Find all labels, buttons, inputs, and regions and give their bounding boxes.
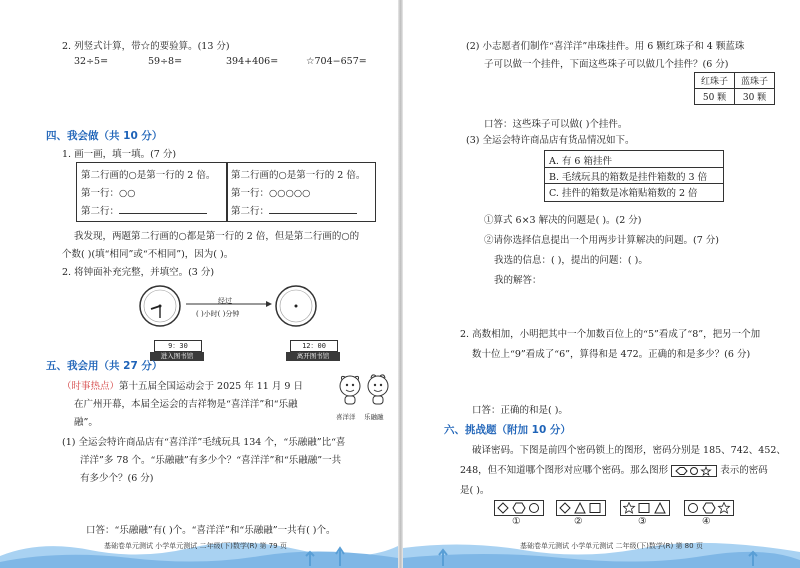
draw-box-right <box>226 162 376 222</box>
calc-item-4: ☆704−657= <box>306 56 367 67</box>
r-q2-answer: 口答：这些珠子可以做( )个挂件。 <box>484 119 628 130</box>
lock-1-icon <box>497 502 541 514</box>
box-left-row2: 第二行： <box>81 203 207 217</box>
lock-2-shapes <box>556 500 606 516</box>
lock-4-shapes <box>684 500 734 516</box>
box-left-title: 第二行画的○是第一行的 2 倍。 <box>81 170 216 181</box>
lock-4-label: ④ <box>702 516 711 527</box>
lock-2-icon <box>559 502 603 514</box>
r-q3-2-b: 我的解答： <box>494 275 542 286</box>
s4-q1-text2: 个数( )(填“相同”或“不相同”)，因为( )。 <box>62 249 234 260</box>
footer-right: 基础卷单元测试 小学单元测试 二年级(下)数学(R) 第 80 页 <box>520 542 703 550</box>
s5-q1-line1: (1) 全运会特许商品店有“喜洋洋”毛绒玩具 134 个，“乐融融”比“喜 <box>62 437 346 448</box>
lock-2-label: ② <box>574 516 583 527</box>
info-a: A. 有 6 箱挂件 <box>549 156 612 167</box>
mascot1-label: 喜洋洋 <box>336 413 356 421</box>
info-box <box>544 150 724 202</box>
bead-value-red: 50 颗 <box>695 89 735 105</box>
bead-table <box>694 72 775 105</box>
mascot2-label: 乐融融 <box>364 413 384 421</box>
box-right-title: 第二行画的○是第一行的 2 倍。 <box>231 170 366 181</box>
query-shapes-icon <box>671 465 717 477</box>
s5-intro3: 融”。 <box>74 417 98 428</box>
r-q2-line2: 子可以做一个挂件，下面这些珠子可以做几个挂件？(6 分) <box>484 59 729 70</box>
lock-3-icon <box>623 502 667 514</box>
s6-line3: 是( )。 <box>460 485 490 496</box>
page-gutter <box>398 0 403 568</box>
clock-1 <box>140 286 180 326</box>
info-b: B. 毛绒玩具的箱数是挂件箱数的 3 倍 <box>549 172 708 183</box>
section-6-heading: 六、挑战题（附加 10 分） <box>444 424 571 436</box>
s4-q1: 1. 画一画，填一填。(7 分) <box>62 149 177 160</box>
box-right-row2: 第二行： <box>231 203 357 217</box>
s5-intro2: 在广州开幕，本届全运会的吉祥物是“喜洋洋”和“乐融 <box>74 399 298 410</box>
clock1-label: 进入图书馆 <box>150 352 204 361</box>
clock-2 <box>276 286 316 326</box>
clock1-time: 9：30 <box>154 340 202 352</box>
s4-q1-text1: 我发现，两题第二行画的○都是第一行的 2 倍，但是第二行画的○的 <box>74 231 360 242</box>
r-qlast-line2: 数十位上“9”看成了“6”，算得和是 472。正确的和是多少？(6 分) <box>472 349 751 360</box>
s5-intro1: （时事热点）第十五届全国运动会于 2025 年 11 月 9 日 <box>62 381 303 392</box>
section-4-heading: 四、我会做（共 10 分） <box>46 130 163 142</box>
calc-item-2: 59÷8= <box>148 56 183 67</box>
lock-3-label: ③ <box>638 516 647 527</box>
s5-answer: 口答：“乐融融”有( )个。“喜洋洋”和“乐融融”一共有( )个。 <box>86 525 336 536</box>
box-left-row1: 第一行：○○ <box>81 188 136 199</box>
r-q3: (3) 全运会特许商品店有货品情况如下。 <box>466 135 635 146</box>
bead-header-red: 红珠子 <box>695 73 735 89</box>
draw-box-left <box>76 162 228 222</box>
box-right-row1: 第一行：○○○○○ <box>231 188 311 199</box>
clock2-label: 离开图书馆 <box>286 352 340 361</box>
bead-value-blue: 30 颗 <box>735 89 775 105</box>
arrow-head-icon <box>266 301 272 307</box>
r-q3-2: ②请你选择信息提出一个用两步计算解决的问题。(7 分) <box>484 235 719 246</box>
mascot-images <box>336 372 392 412</box>
mascot-goat-icon <box>368 375 388 404</box>
r-qlast-answer: 口答：正确的和是( )。 <box>472 405 568 416</box>
info-c: C. 挂件的箱数是冰箱贴箱数的 2 倍 <box>549 188 698 199</box>
lock-1-label: ① <box>512 516 521 527</box>
s5-q1-line3: 有多少个？(6 分) <box>80 473 154 484</box>
section-5-heading: 五、我会用（共 27 分） <box>46 360 163 372</box>
lock-1-shapes <box>494 500 544 516</box>
r-q3-1: ①算式 6×3 解决的问题是( )。(2 分) <box>484 215 642 226</box>
lock-3-shapes <box>620 500 670 516</box>
clock2-time: 12：00 <box>290 340 338 352</box>
footer-left: 基础卷单元测试 小学单元测试 二年级(下)数学(R) 第 79 页 <box>104 542 287 550</box>
q2-title: 2. 列竖式计算，带☆的要验算。(13 分) <box>62 41 230 52</box>
s4-q2: 2. 将钟面补充完整，并填空。(3 分) <box>62 267 215 278</box>
r-q2-line1: (2) 小志愿者们制作“喜洋洋”串珠挂件。用 6 颗红珠子和 4 颗蓝珠 <box>466 41 745 52</box>
calc-item-1: 32÷5= <box>74 56 109 67</box>
lock-4-icon <box>687 502 731 514</box>
arrow-bottom-label: ( )小时( )分钟 <box>196 310 240 318</box>
r-q3-2-a: 我选的信息：( )，提出的问题：( )。 <box>494 255 648 266</box>
r-qlast-line1: 2. 高数相加，小明把其中一个加数百位上的“5”看成了“8”，把另一个加 <box>460 329 761 340</box>
s6-line2: 248，但不知道哪个图形对应哪个密码。那么图形 表示的密码 <box>460 465 768 476</box>
arrow-top-label: 经过 <box>218 297 232 305</box>
bead-header-blue: 蓝珠子 <box>735 73 775 89</box>
mascot-sheep-icon <box>340 376 360 404</box>
calc-item-3: 394+406= <box>226 56 279 67</box>
s6-line1: 破译密码。下图是前四个密码锁上的图形，密码分别是 185、742、452、 <box>472 445 786 456</box>
s5-q1-line2: 洋洋”多 78 个。“乐融融”有多少个？“喜洋洋”和“乐融融”一共 <box>80 455 342 466</box>
